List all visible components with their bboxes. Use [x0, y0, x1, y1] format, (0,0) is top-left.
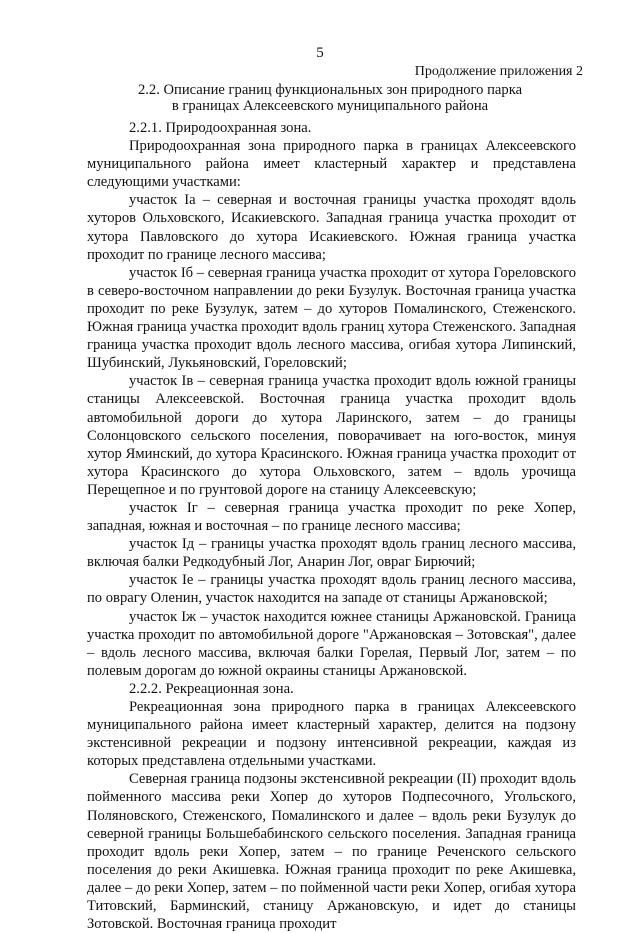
body-text: [87, 119, 576, 933]
section-heading: [110, 82, 550, 114]
paragraph: участок Iе – границы участка проходят вдоль границ лесного массива, по оврагу Оленин, участок находится на западе от станицы Аржановской;: [87, 572, 576, 607]
paragraph: участок Iб – северная граница участка проходит от хутора Гореловского в северо-восточном направлении до реки Бузулук. Восточная граница участка проходит по реке Бузулук, затем – до хуторов Помалинского, Стеженского. Южная граница участка проходит вдоль границ хутора Стеженского. Западная граница участка проходит вдоль лесного массива, огибая хутора Липинский, Шубинский, Лукьяновский, Гореловский;: [87, 264, 576, 372]
subsection-title: 2.2.1. Природоохранная зона.: [129, 120, 312, 136]
paragraph: Северная граница подзоны экстенсивной рекреации (II) проходит вдоль пойменного массива реки Хопер до хуторов Подпесочного, Угольского, Поляновского, Стеженского, Помалинского и далее – вдоль реки Бузулук до северной границы Большебабинского сельского поселения. Западная граница проходит вдоль реки Хопер, затем – по границе Реченского сельского поселения до реки Акишевка. Южная граница проходит по реке Акишевка, далее – до реки Хопер, затем – по пойменной части реки Хопер, огибая хутора Титовский, Барминский, станицу Аржановскую, и идет до станицы Зотовской. Восточная граница проходит: [87, 771, 576, 933]
paragraph: участок Iв – северная граница участка проходит вдоль южной границы станицы Алексеевской. Восточная граница участка проходит вдоль автомобильной дороги до хутора Ларинского, затем – до границы Солонцовского сельского поселения, поворачивает на юго-восток, минуя хутор Яминский, до хутора Красинского. Южная граница участка проходит от хутора Красинского до хутора Ольховского, затем – вдоль урочища Перещепное и по грунтовой дороге на станицу Алексеевскую;: [87, 373, 576, 498]
page-number: 5: [316, 45, 324, 61]
paragraph: участок Iг – северная граница участка проходит по реке Хопер, западная, южная и восточная – по границе лесного массива;: [87, 499, 576, 535]
paragraph: Природоохранная зона природного парка в границах Алексеевского муниципального района имеет кластерный характер и представлена следующими участками:: [87, 138, 576, 191]
subsection-title: 2.2.2. Рекреационная зона.: [129, 680, 294, 697]
paragraph: участок Iд – границы участка проходят вдоль границ лесного массива, включая балки Редкодубный Лог, Анарин Лог, овраг Бирючий;: [87, 536, 576, 571]
heading-line-2: в границах Алексеевского муниципального района: [171, 98, 489, 114]
paragraph: Рекреационная зона природного парка в границах Алексеевского муниципального района имеет кластерный характер, делится на подзону экстенсивной рекреации и подзону интенсивной рекреации, каждая из которых представлена отдельными участками.: [87, 699, 576, 770]
paragraph: участок Iж – участок находится южнее станицы Аржановской. Граница участка проходит по автомобильной дороге "Аржановская – Зотовская", далее – вдоль лесного массива, включая балки Горелая, Первый Лог, затем – по полевым дорогам до южной окраины станицы Аржановской.: [87, 608, 576, 679]
continuation-note: Продолжение приложения 2: [414, 64, 583, 79]
heading-line-1: 2.2. Описание границ функциональных зон природного парка: [137, 82, 523, 98]
paragraph: участок Iа – северная и восточная границы участка проходят вдоль хуторов Ольховского, Исакиевского. Западная граница участка проходит от хутора Павловского до хутора Исакиевского. Южная граница участка проходит по границе лесного массива;: [87, 192, 576, 263]
